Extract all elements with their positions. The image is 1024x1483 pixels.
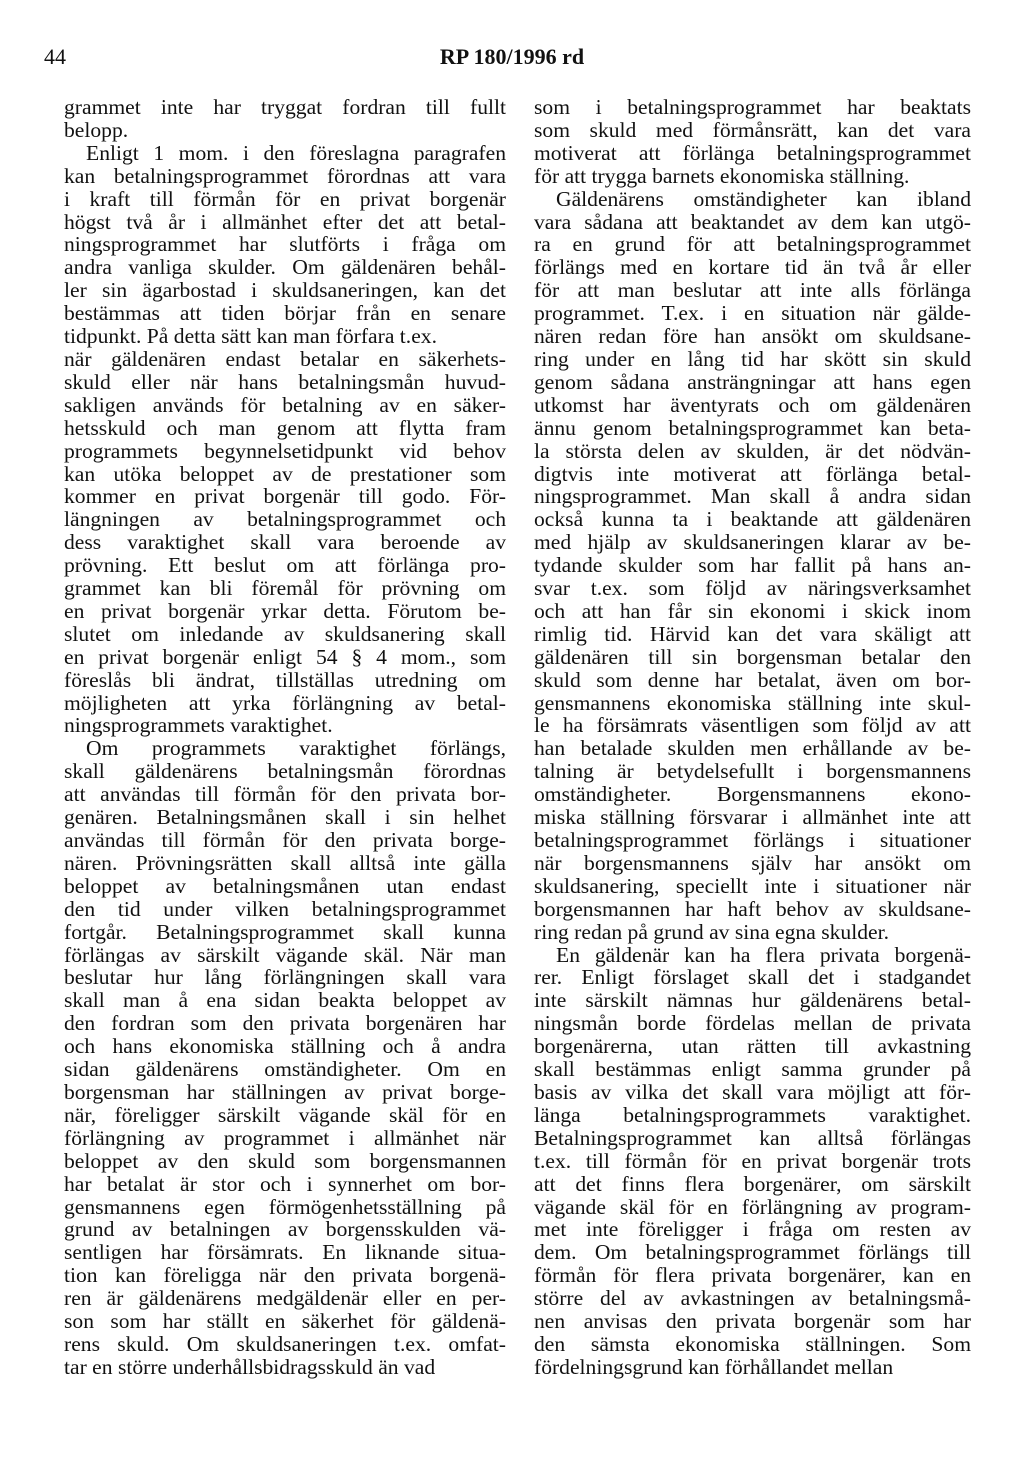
text-line: med hjälp av skuldsaneringen klarar av be- (534, 530, 971, 555)
left-column (64, 96, 506, 1379)
text-line: inte särskilt nämnas hur gäldenärens betal- (534, 988, 971, 1013)
text-line: dem. Om betalningsprogrammet förlängs till (534, 1240, 971, 1265)
text-line: rimlig tid. Härvid kan det vara skäligt att (534, 621, 971, 646)
text-line: när borgensmannens själv har ansökt om (534, 850, 971, 875)
text-line: tar en större underhållsbidragsskuld än vad (64, 1354, 436, 1379)
text-line: en privat borgenär yrkar detta. Förutom be- (64, 598, 506, 623)
text-line: ring redan på grund av sina egna skulder. (534, 919, 889, 944)
text-line: ler sin ägarbostad i skuldsaneringen, kan det (64, 278, 506, 303)
text-line: basis av vilka det skall vara möjligt att för- (534, 1079, 971, 1104)
text-line: skall gäldenärens betalningsmån förordnas (64, 759, 506, 784)
text-line: att användas till förmån för den privata bor- (64, 782, 506, 807)
text-line: skuld eller när hans betalningsmån huvud- (64, 369, 506, 394)
text-line: förmån för flera privata borgenärer, kan en (534, 1263, 971, 1288)
text-line: den tid under vilken betalningsprogrammet (64, 896, 506, 921)
text-line: grammet inte har tryggat fordran till fullt (64, 95, 506, 119)
text-line: ännu genom betalningsprogrammet kan beta- (534, 415, 971, 440)
text-line: vägande skäl för en förlängning av program- (534, 1194, 971, 1219)
text-line: sentligen har försämrats. En liknande situa- (64, 1240, 506, 1265)
text-line: rens skuld. Om skuldsaneringen t.ex. omfat- (64, 1331, 506, 1356)
text-line: den sämsta ekonomiska ställningen. Som (534, 1331, 971, 1356)
text-line: sidan gäldenärens omständigheter. Om en (64, 1057, 506, 1082)
text-line: la största delen av skulden, är det nödvän- (534, 438, 971, 463)
text-line: skall bestämmas enligt samma grunder på (534, 1057, 971, 1082)
text-line: programmet. T.ex. i en situation när gälde- (534, 301, 971, 326)
text-line: också kunna ta i beaktande att gäldenären (534, 507, 971, 532)
text-line: Om programmets varaktighet förlängs, (86, 736, 506, 761)
text-line: skuld som denne har betalat, även om bor- (534, 667, 971, 692)
text-line: borgensman har ställningen av privat borge- (64, 1079, 506, 1104)
running-title: RP 180/1996 rd (439, 44, 585, 69)
text-line: länga betalningsprogrammets varaktighet. (534, 1102, 971, 1127)
text-line: han betalade skulden men erhållande av be- (534, 736, 971, 761)
text-line: dess varaktighet skall vara beroende av (64, 530, 506, 555)
text-line: kan utöka beloppet av de prestationer som (64, 461, 506, 486)
text-line: ra en grund för att betalningsprogrammet (534, 232, 971, 257)
text-line: nären redan före han ansökt om skuldsane- (534, 324, 971, 349)
text-line: och att han får sin ekonomi i skick inom (534, 598, 971, 623)
text-line: tidpunkt. På detta sätt kan man förfara t.ex. (64, 324, 437, 349)
text-line: slutet om inledande av skuldsanering skall (64, 621, 506, 646)
page-number: 44 (44, 44, 66, 69)
text-line: son som har ställt en säkerhet för gäldenä- (64, 1309, 506, 1334)
text-line: beloppet av den skuld som borgensmannen (64, 1148, 506, 1173)
text-line: kan betalningsprogrammet förordnas att vara (64, 163, 506, 188)
text-line: t.ex. till förmån för en privat borgenär trots (534, 1148, 971, 1173)
text-line: digtvis inte motiverat att förlänga betal- (534, 461, 971, 486)
right-column (534, 96, 971, 1379)
text-line: ningsprogrammet. Man skall å andra sidan (534, 484, 971, 509)
text-line: met inte föreligger i fråga om resten av (534, 1217, 971, 1242)
text-line: beslutar hur lång förlängningen skall vara (64, 965, 506, 990)
text-line: nen anvisas den privata borgenär som har (534, 1309, 971, 1334)
text-line: nären. Prövningsrätten skall alltså inte gälla (64, 850, 506, 875)
text-line: gensmannens egen förmögenhetsställning på (64, 1194, 506, 1219)
text-line: att det finns flera borgenärer, om särskilt (534, 1171, 971, 1196)
text-line: förlängs med en kortare tid än två år eller (534, 255, 971, 280)
text-line: andra vanliga skulder. Om gäldenären behål- (64, 255, 506, 280)
text-line: borgensmannen har haft behov av skuldsane- (534, 896, 971, 921)
text-line: skall man å ena sidan beakta beloppet av (64, 988, 506, 1013)
text-line: gäldenären till sin borgensman betalar den (534, 644, 971, 669)
text-line: genom sådana ansträngningar att hans egen (534, 369, 971, 394)
text-line: omständigheter. Borgensmannens ekono- (534, 782, 971, 807)
text-line: bestämmas att tiden börjar från en senare (64, 301, 506, 326)
text-line: betalningsprogrammet förlängs i situationer (534, 828, 971, 852)
text-line: kommer en privat borgenär till godo. För- (64, 484, 506, 509)
text-line: En gäldenär kan ha flera privata borgenä- (556, 942, 971, 967)
text-line: rer. Enligt förslaget skall det i stadgandet (534, 965, 971, 990)
text-line: tion kan föreligga när den privata borgenä- (64, 1263, 506, 1288)
text-line: skuldsanering, speciellt inte i situationer när (534, 873, 971, 898)
text-line: ningsprogrammets varaktighet. (64, 713, 333, 738)
text-line: grammet kan bli föremål för prövning om (64, 576, 506, 601)
text-line: fortgår. Betalningsprogrammet skall kunna (64, 919, 506, 944)
text-line: Gäldenärens omständigheter kan ibland (556, 186, 971, 211)
text-line: som skuld med förmånsrätt, kan det vara (534, 117, 971, 142)
text-line: den fordran som den privata borgenären har (64, 1011, 506, 1036)
text-line: ring under en lång tid har skött sin skuld (534, 346, 971, 371)
text-line: prövning. Ett beslut om att förlänga pro- (64, 553, 506, 578)
text-line: som i betalningsprogrammet har beaktats (534, 95, 971, 119)
text-line: talning är betydelsefullt i borgensmannens (534, 759, 971, 784)
text-line: genären. Betalningsmånen skall i sin helhet (64, 805, 506, 830)
text-line: större del av avkastningen av betalningsmå- (534, 1286, 971, 1311)
text-line: i kraft till förmån för en privat borgenär (64, 186, 506, 211)
text-line: högst två år i allmänhet efter det att betal- (64, 209, 506, 234)
text-line: när gäldenären endast betalar en säkerhets- (64, 346, 506, 371)
text-line: och hans ekonomiska ställning och å andra (64, 1034, 506, 1059)
text-line: miska ställning försvarar i allmänhet inte att (534, 805, 971, 830)
text-line: belopp. (64, 117, 129, 142)
text-line: vara sådana att beaktandet av dem kan utgö- (534, 209, 971, 234)
text-line: användas till förmån för den privata borge- (64, 828, 506, 852)
text-line: föreslås bli ändrat, tillställas utredning om (64, 667, 506, 692)
text-line: har betalat är stor och i synnerhet om bor- (64, 1171, 506, 1196)
text-line: programmets begynnelsetidpunkt vid behov (64, 438, 506, 463)
text-line: le ha försämrats väsentligen som följd av att (534, 713, 971, 738)
text-line: fördelningsgrund kan förhållandet mellan (534, 1354, 894, 1379)
text-line: hetsskuld och man genom att flytta fram (64, 415, 506, 440)
text-line: borgenärerna, utan rätten till avkastning (534, 1034, 971, 1059)
text-line: tydande skulder som har fallit på hans an- (534, 553, 971, 578)
text-line: beloppet av betalningsmånen utan endast (64, 873, 506, 898)
text-line: för att trygga barnets ekonomiska ställning. (534, 163, 910, 188)
text-line: ningsmån borde fördelas mellan de privata (534, 1011, 971, 1036)
text-line: motiverat att förlänga betalningsprogrammet (534, 140, 971, 165)
text-line: utkomst har äventyrats och om gäldenären (534, 392, 971, 417)
text-line: ningsprogrammet har slutförts i fråga om (64, 232, 506, 257)
text-line: Enligt 1 mom. i den föreslagna paragrafen (86, 140, 506, 165)
text-line: för att man beslutar att inte alls förlänga (534, 278, 971, 303)
text-line: ren är gäldenärens medgäldenär eller en per- (64, 1286, 506, 1311)
text-line: när, föreligger särskilt vägande skäl för en (64, 1102, 506, 1127)
text-line: längningen av betalningsprogrammet och (64, 507, 506, 532)
text-line: förlängas av särskilt vägande skäl. När man (64, 942, 506, 967)
text-line: gensmannens ekonomiska ställning inte skul- (534, 690, 971, 715)
text-line: möjligheten att yrka förlängning av betal- (64, 690, 506, 715)
text-line: svar t.ex. som följd av näringsverksamhet (534, 576, 971, 601)
text-line: sakligen används för betalning av en säker- (64, 392, 506, 417)
text-line: en privat borgenär enligt 54 § 4 mom., som (64, 644, 506, 669)
text-line: förlängning av programmet i allmänhet när (64, 1125, 506, 1150)
text-line: Betalningsprogrammet kan alltså förlängas (534, 1125, 971, 1150)
text-line: grund av betalningen av borgensskulden vä- (64, 1217, 506, 1242)
